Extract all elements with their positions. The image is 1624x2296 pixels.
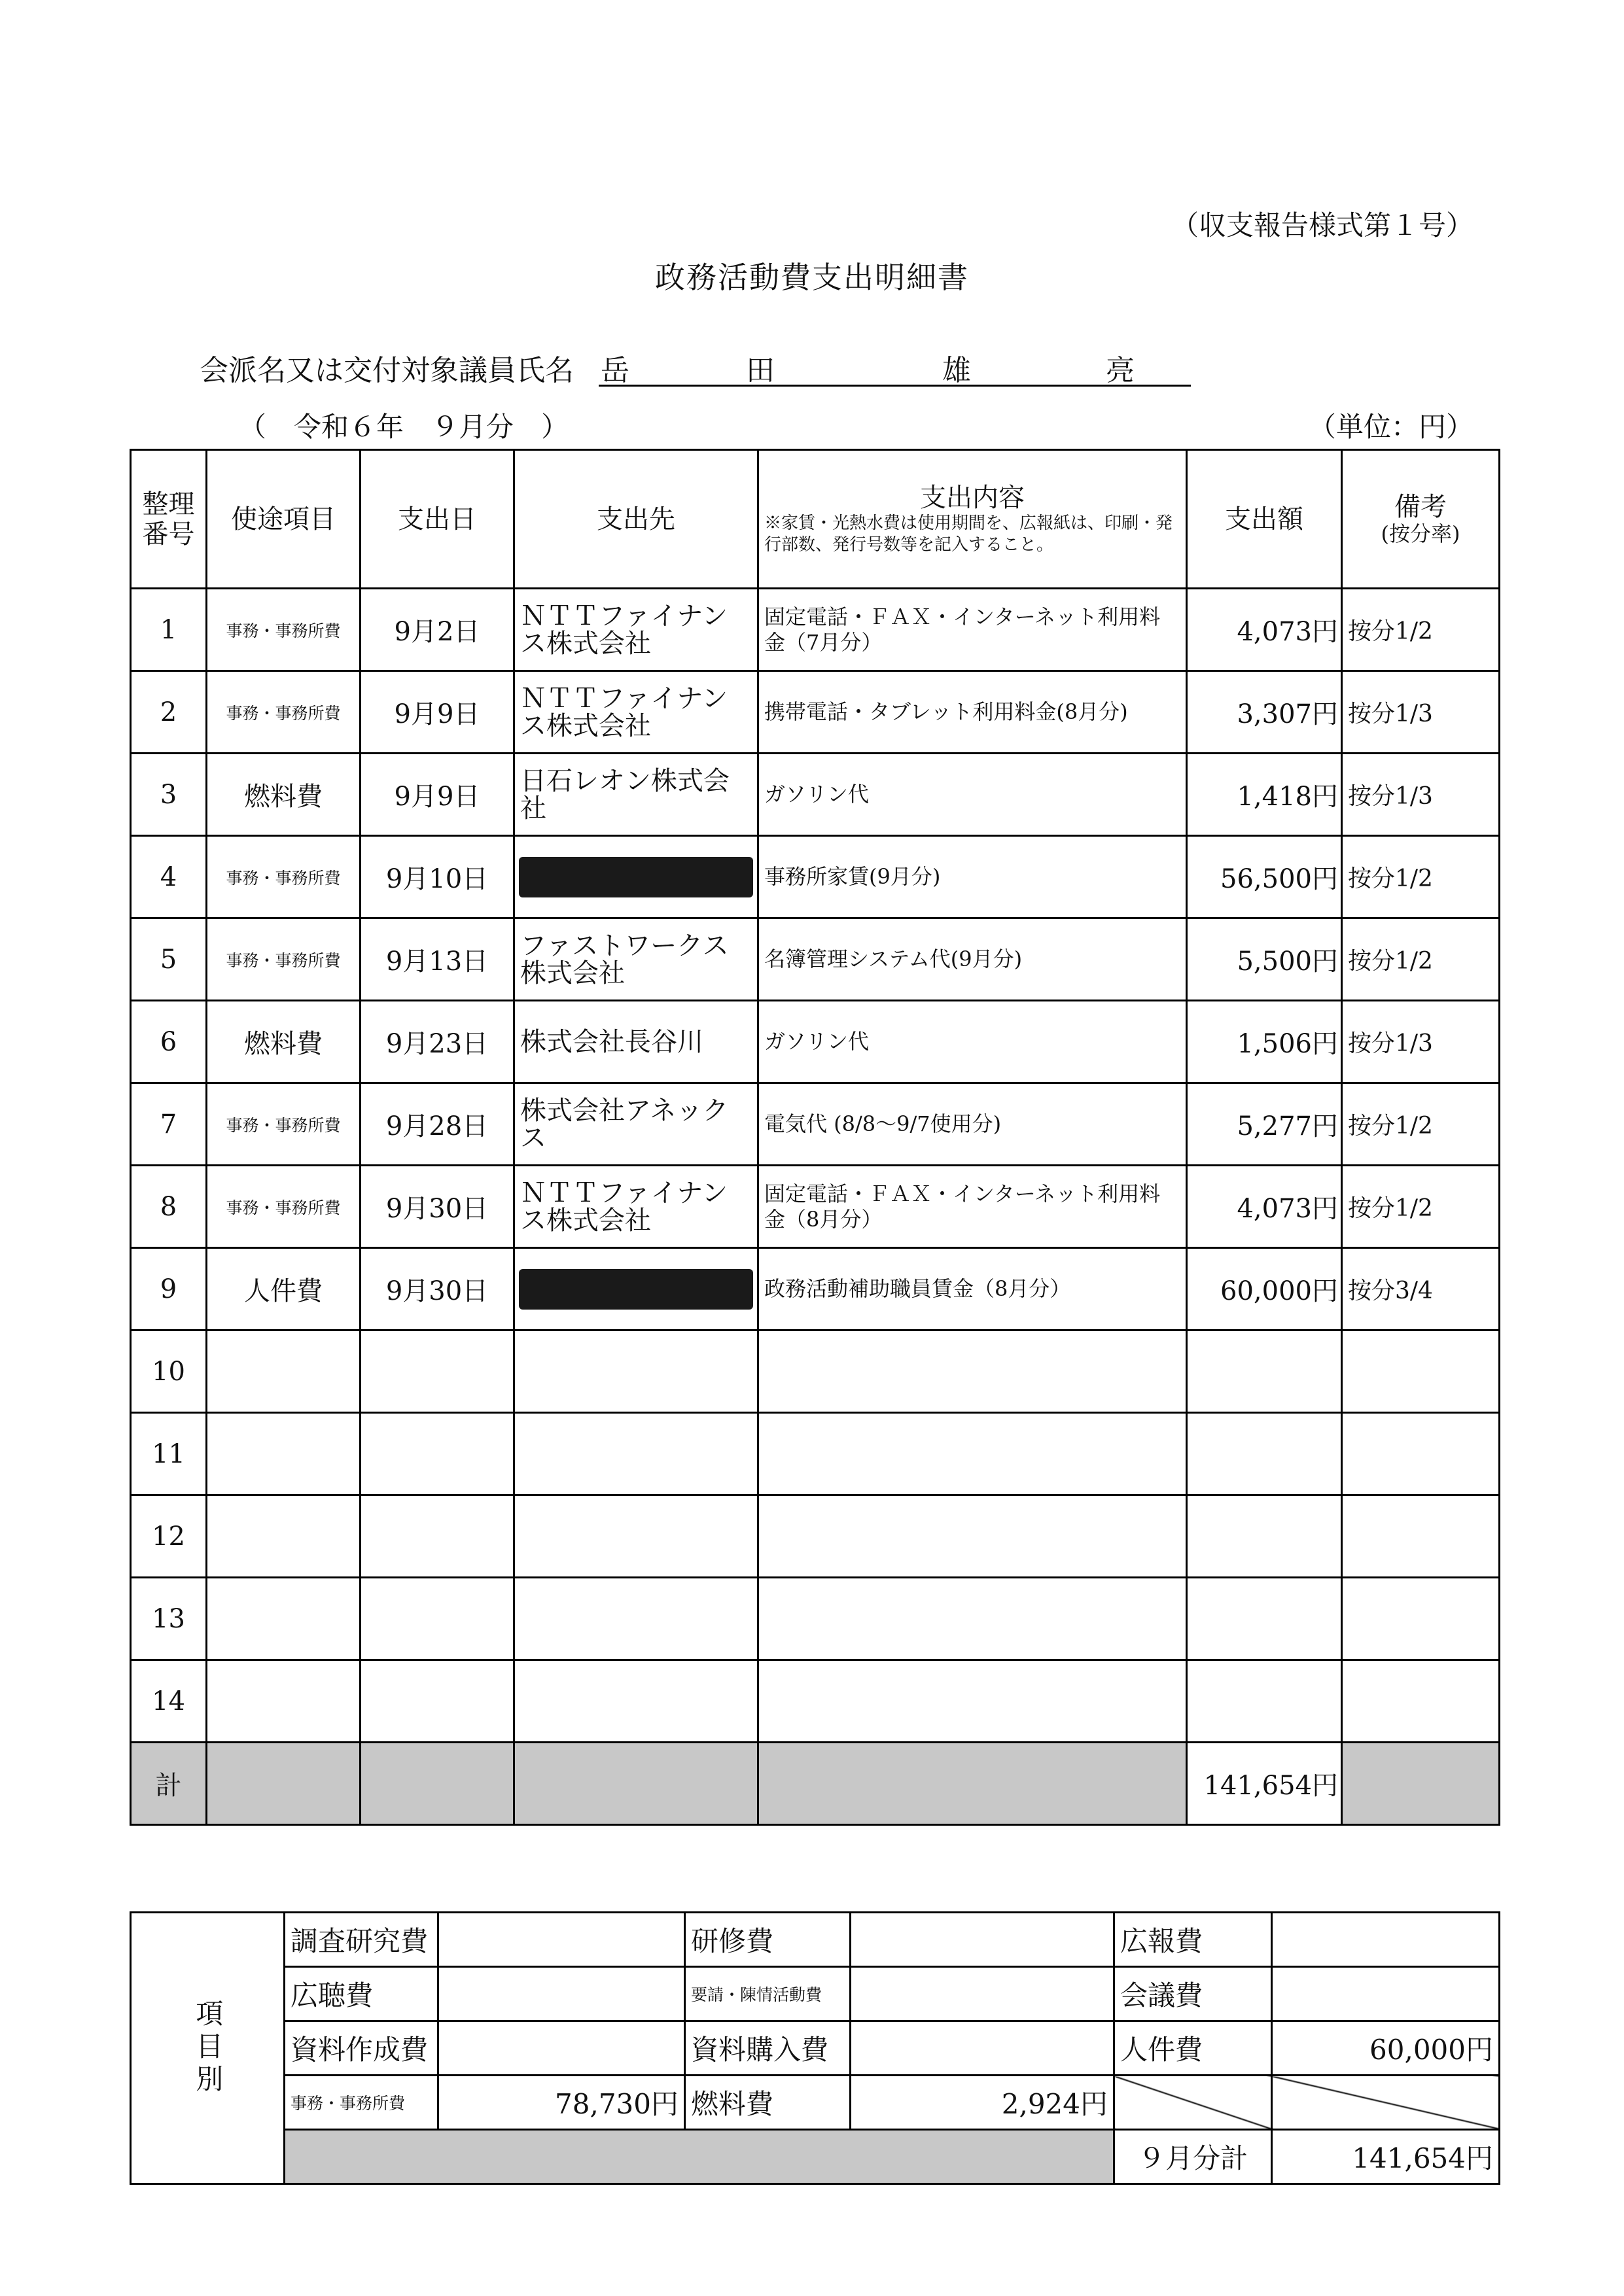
row-remarks: 按分1/2 xyxy=(1342,836,1500,918)
row-payee xyxy=(514,1495,758,1578)
document-title: 政務活動費支出明細書 xyxy=(655,260,969,295)
summary-fuel-label: 燃料費 xyxy=(685,2076,851,2130)
total-blank xyxy=(207,1743,361,1825)
summary-office-value: 78,730円 xyxy=(438,2076,685,2130)
row-payee: 株式会社長谷川 xyxy=(514,1001,758,1083)
row-no: 14 xyxy=(131,1660,207,1743)
row-content: 政務活動補助職員賃金（8月分） xyxy=(758,1248,1187,1331)
table-row xyxy=(131,671,1500,754)
summary-research-label: 調査研究費 xyxy=(285,1913,438,1967)
summary-table xyxy=(130,1911,1500,2185)
row-no: 6 xyxy=(131,1001,207,1083)
header-remarks-cell xyxy=(1342,450,1500,589)
row-category: 事務・事務所費 xyxy=(207,1166,361,1248)
row-payee-redacted xyxy=(514,1248,758,1331)
row-no: 1 xyxy=(131,589,207,671)
table-row xyxy=(131,1331,1500,1413)
row-date: 9月9日 xyxy=(361,671,514,754)
header-category: 使途項目 xyxy=(207,450,361,589)
row-category: 燃料費 xyxy=(207,1001,361,1083)
header-remarks: 備考 xyxy=(1394,492,1447,523)
row-amount: 5,277円 xyxy=(1187,1083,1342,1166)
row-category: 人件費 xyxy=(207,1248,361,1331)
row-payee: ファストワークス株式会社 xyxy=(514,918,758,1001)
total-blank xyxy=(758,1743,1187,1825)
unit-label: （単位：円） xyxy=(1308,411,1474,443)
summary-petition-label: 要請・陳情活動費 xyxy=(685,1967,851,2021)
summary-personnel-label: 人件費 xyxy=(1114,2021,1272,2076)
row-payee: ＮＴＴファイナンス株式会社 xyxy=(514,589,758,671)
row-remarks: 按分1/3 xyxy=(1342,754,1500,836)
summary-row xyxy=(131,2021,1500,2076)
row-date xyxy=(361,1660,514,1743)
redaction-block xyxy=(519,1269,753,1310)
summary-office-label: 事務・事務所費 xyxy=(285,2076,438,2130)
row-content: 固定電話・ＦＡＸ・インターネット利用料金（7月分） xyxy=(758,589,1187,671)
summary-personnel-value: 60,000円 xyxy=(1272,2021,1500,2076)
row-category: 事務・事務所費 xyxy=(207,836,361,918)
total-row xyxy=(131,1743,1500,1825)
row-no: 8 xyxy=(131,1166,207,1248)
table-row xyxy=(131,1248,1500,1331)
summary-doc-making-value xyxy=(438,2021,685,2076)
table-row xyxy=(131,754,1500,836)
row-amount: 4,073円 xyxy=(1187,589,1342,671)
row-no: 3 xyxy=(131,754,207,836)
row-remarks: 按分1/2 xyxy=(1342,1083,1500,1166)
row-amount xyxy=(1187,1660,1342,1743)
row-content: 事務所家賃(9月分) xyxy=(758,836,1187,918)
row-amount xyxy=(1187,1578,1342,1660)
summary-side-label: 項目別 xyxy=(131,1913,285,2184)
row-remarks: 按分1/3 xyxy=(1342,1001,1500,1083)
header-amount: 支出額 xyxy=(1187,450,1342,589)
header-no: 整理番号 xyxy=(131,450,207,589)
member-name-char: 雄 xyxy=(942,354,971,387)
row-category: 事務・事務所費 xyxy=(207,918,361,1001)
row-date: 9月9日 xyxy=(361,754,514,836)
row-no: 9 xyxy=(131,1248,207,1331)
row-remarks: 按分1/2 xyxy=(1342,1166,1500,1248)
expense-table xyxy=(130,449,1500,1826)
summary-pr-label: 広報費 xyxy=(1114,1913,1272,1967)
table-row xyxy=(131,1001,1500,1083)
row-content xyxy=(758,1660,1187,1743)
row-amount xyxy=(1187,1413,1342,1495)
summary-research-value xyxy=(438,1913,685,1967)
total-label: 計 xyxy=(131,1743,207,1825)
member-name-field xyxy=(599,347,1191,387)
table-row xyxy=(131,1660,1500,1743)
row-remarks: 按分3/4 xyxy=(1342,1248,1500,1331)
row-date xyxy=(361,1413,514,1495)
row-amount: 56,500円 xyxy=(1187,836,1342,918)
table-row xyxy=(131,918,1500,1001)
summary-pr-value xyxy=(1272,1913,1500,1967)
total-blank xyxy=(361,1743,514,1825)
member-row xyxy=(200,347,1135,389)
table-row xyxy=(131,1166,1500,1248)
row-content xyxy=(758,1495,1187,1578)
row-category: 事務・事務所費 xyxy=(207,671,361,754)
summary-training-value xyxy=(851,1913,1114,1967)
table-row xyxy=(131,1495,1500,1578)
row-content: 携帯電話・タブレット利用料金(8月分) xyxy=(758,671,1187,754)
table-row xyxy=(131,1083,1500,1166)
row-category: 事務・事務所費 xyxy=(207,589,361,671)
row-amount: 1,506円 xyxy=(1187,1001,1342,1083)
row-category xyxy=(207,1331,361,1413)
row-category xyxy=(207,1660,361,1743)
row-payee: 株式会社アネックス xyxy=(514,1083,758,1166)
redaction-block xyxy=(519,857,753,897)
row-date: 9月30日 xyxy=(361,1248,514,1331)
row-no: 10 xyxy=(131,1331,207,1413)
total-blank xyxy=(1342,1743,1500,1825)
header-remarks-sub: (按分率) xyxy=(1381,521,1460,547)
row-date xyxy=(361,1495,514,1578)
member-name-char: 岳 xyxy=(601,354,629,387)
summary-fuel-value: 2,924円 xyxy=(851,2076,1114,2130)
row-content: 電気代 (8/8～9/7使用分) xyxy=(758,1083,1187,1166)
row-no: 4 xyxy=(131,836,207,918)
table-row xyxy=(131,1413,1500,1495)
row-remarks: 按分1/2 xyxy=(1342,918,1500,1001)
row-amount: 60,000円 xyxy=(1187,1248,1342,1331)
row-payee xyxy=(514,1578,758,1660)
row-content xyxy=(758,1331,1187,1413)
summary-doc-purchase-label: 資料購入費 xyxy=(685,2021,851,2076)
table-row xyxy=(131,836,1500,918)
member-name-char: 田 xyxy=(746,354,775,387)
row-date: 9月28日 xyxy=(361,1083,514,1166)
row-content xyxy=(758,1578,1187,1660)
row-no: 2 xyxy=(131,671,207,754)
reporting-period: （ 令和６年 ９月分 ） xyxy=(239,411,569,443)
row-remarks xyxy=(1342,1660,1500,1743)
total-amount: 141,654円 xyxy=(1187,1743,1342,1825)
row-no: 7 xyxy=(131,1083,207,1166)
table-row xyxy=(131,589,1500,671)
summary-row xyxy=(131,2076,1500,2130)
row-amount: 5,500円 xyxy=(1187,918,1342,1001)
row-no: 5 xyxy=(131,918,207,1001)
row-amount xyxy=(1187,1495,1342,1578)
summary-hearing-label: 広聴費 xyxy=(285,1967,438,2021)
row-category xyxy=(207,1578,361,1660)
row-no: 11 xyxy=(131,1413,207,1495)
row-remarks: 按分1/2 xyxy=(1342,589,1500,671)
table-header-row xyxy=(131,450,1500,589)
row-content xyxy=(758,1413,1187,1495)
header-content-note: ※家賃・光熱水費は使用期間を、広報紙は、印刷・発行部数、発行号数等を記入すること。 xyxy=(764,513,1173,555)
row-content: 名簿管理システム代(9月分) xyxy=(758,918,1187,1001)
row-content: ガソリン代 xyxy=(758,754,1187,836)
summary-diagonal-cell xyxy=(1114,2076,1272,2130)
summary-month-total-value: 141,654円 xyxy=(1272,2130,1500,2184)
summary-hearing-value xyxy=(438,1967,685,2021)
summary-row xyxy=(131,1967,1500,2021)
row-no: 12 xyxy=(131,1495,207,1578)
row-payee xyxy=(514,1331,758,1413)
row-payee: ＮＴＴファイナンス株式会社 xyxy=(514,1166,758,1248)
row-payee: ＮＴＴファイナンス株式会社 xyxy=(514,671,758,754)
row-no: 13 xyxy=(131,1578,207,1660)
row-remarks xyxy=(1342,1331,1500,1413)
summary-row xyxy=(131,1913,1500,1967)
summary-doc-making-label: 資料作成費 xyxy=(285,2021,438,2076)
header-content: 支出内容 xyxy=(920,483,1025,513)
row-date: 9月10日 xyxy=(361,836,514,918)
row-amount: 4,073円 xyxy=(1187,1166,1342,1248)
total-blank xyxy=(514,1743,758,1825)
member-name-char: 亮 xyxy=(1106,354,1135,387)
header-payee: 支出先 xyxy=(514,450,758,589)
summary-month-total-label: ９月分計 xyxy=(1114,2130,1272,2184)
row-date: 9月23日 xyxy=(361,1001,514,1083)
row-date: 9月2日 xyxy=(361,589,514,671)
row-category: 事務・事務所費 xyxy=(207,1083,361,1166)
summary-meeting-value xyxy=(1272,1967,1500,2021)
row-date xyxy=(361,1578,514,1660)
row-date: 9月13日 xyxy=(361,918,514,1001)
row-content: 固定電話・ＦＡＸ・インターネット利用料金（8月分） xyxy=(758,1166,1187,1248)
row-content: ガソリン代 xyxy=(758,1001,1187,1083)
row-payee-redacted xyxy=(514,836,758,918)
row-category: 燃料費 xyxy=(207,754,361,836)
row-category xyxy=(207,1413,361,1495)
summary-diagonal-cell xyxy=(1272,2076,1500,2130)
row-date xyxy=(361,1331,514,1413)
table-row xyxy=(131,1578,1500,1660)
summary-row xyxy=(131,2130,1500,2184)
summary-grey-block xyxy=(285,2130,1114,2184)
summary-doc-purchase-value xyxy=(851,2021,1114,2076)
row-remarks xyxy=(1342,1495,1500,1578)
summary-meeting-label: 会議費 xyxy=(1114,1967,1272,2021)
header-date: 支出日 xyxy=(361,450,514,589)
member-label: 会派名又は交付対象議員氏名 xyxy=(200,354,574,387)
form-number: （収支報告様式第１号） xyxy=(1171,209,1474,241)
row-amount xyxy=(1187,1331,1342,1413)
row-amount: 1,418円 xyxy=(1187,754,1342,836)
row-remarks: 按分1/3 xyxy=(1342,671,1500,754)
row-remarks xyxy=(1342,1413,1500,1495)
row-payee xyxy=(514,1413,758,1495)
row-payee xyxy=(514,1660,758,1743)
row-category xyxy=(207,1495,361,1578)
row-remarks xyxy=(1342,1578,1500,1660)
row-amount: 3,307円 xyxy=(1187,671,1342,754)
summary-petition-value xyxy=(851,1967,1114,2021)
row-payee: 日石レオン株式会社 xyxy=(514,754,758,836)
row-date: 9月30日 xyxy=(361,1166,514,1248)
summary-training-label: 研修費 xyxy=(685,1913,851,1967)
header-content-cell xyxy=(758,450,1187,589)
